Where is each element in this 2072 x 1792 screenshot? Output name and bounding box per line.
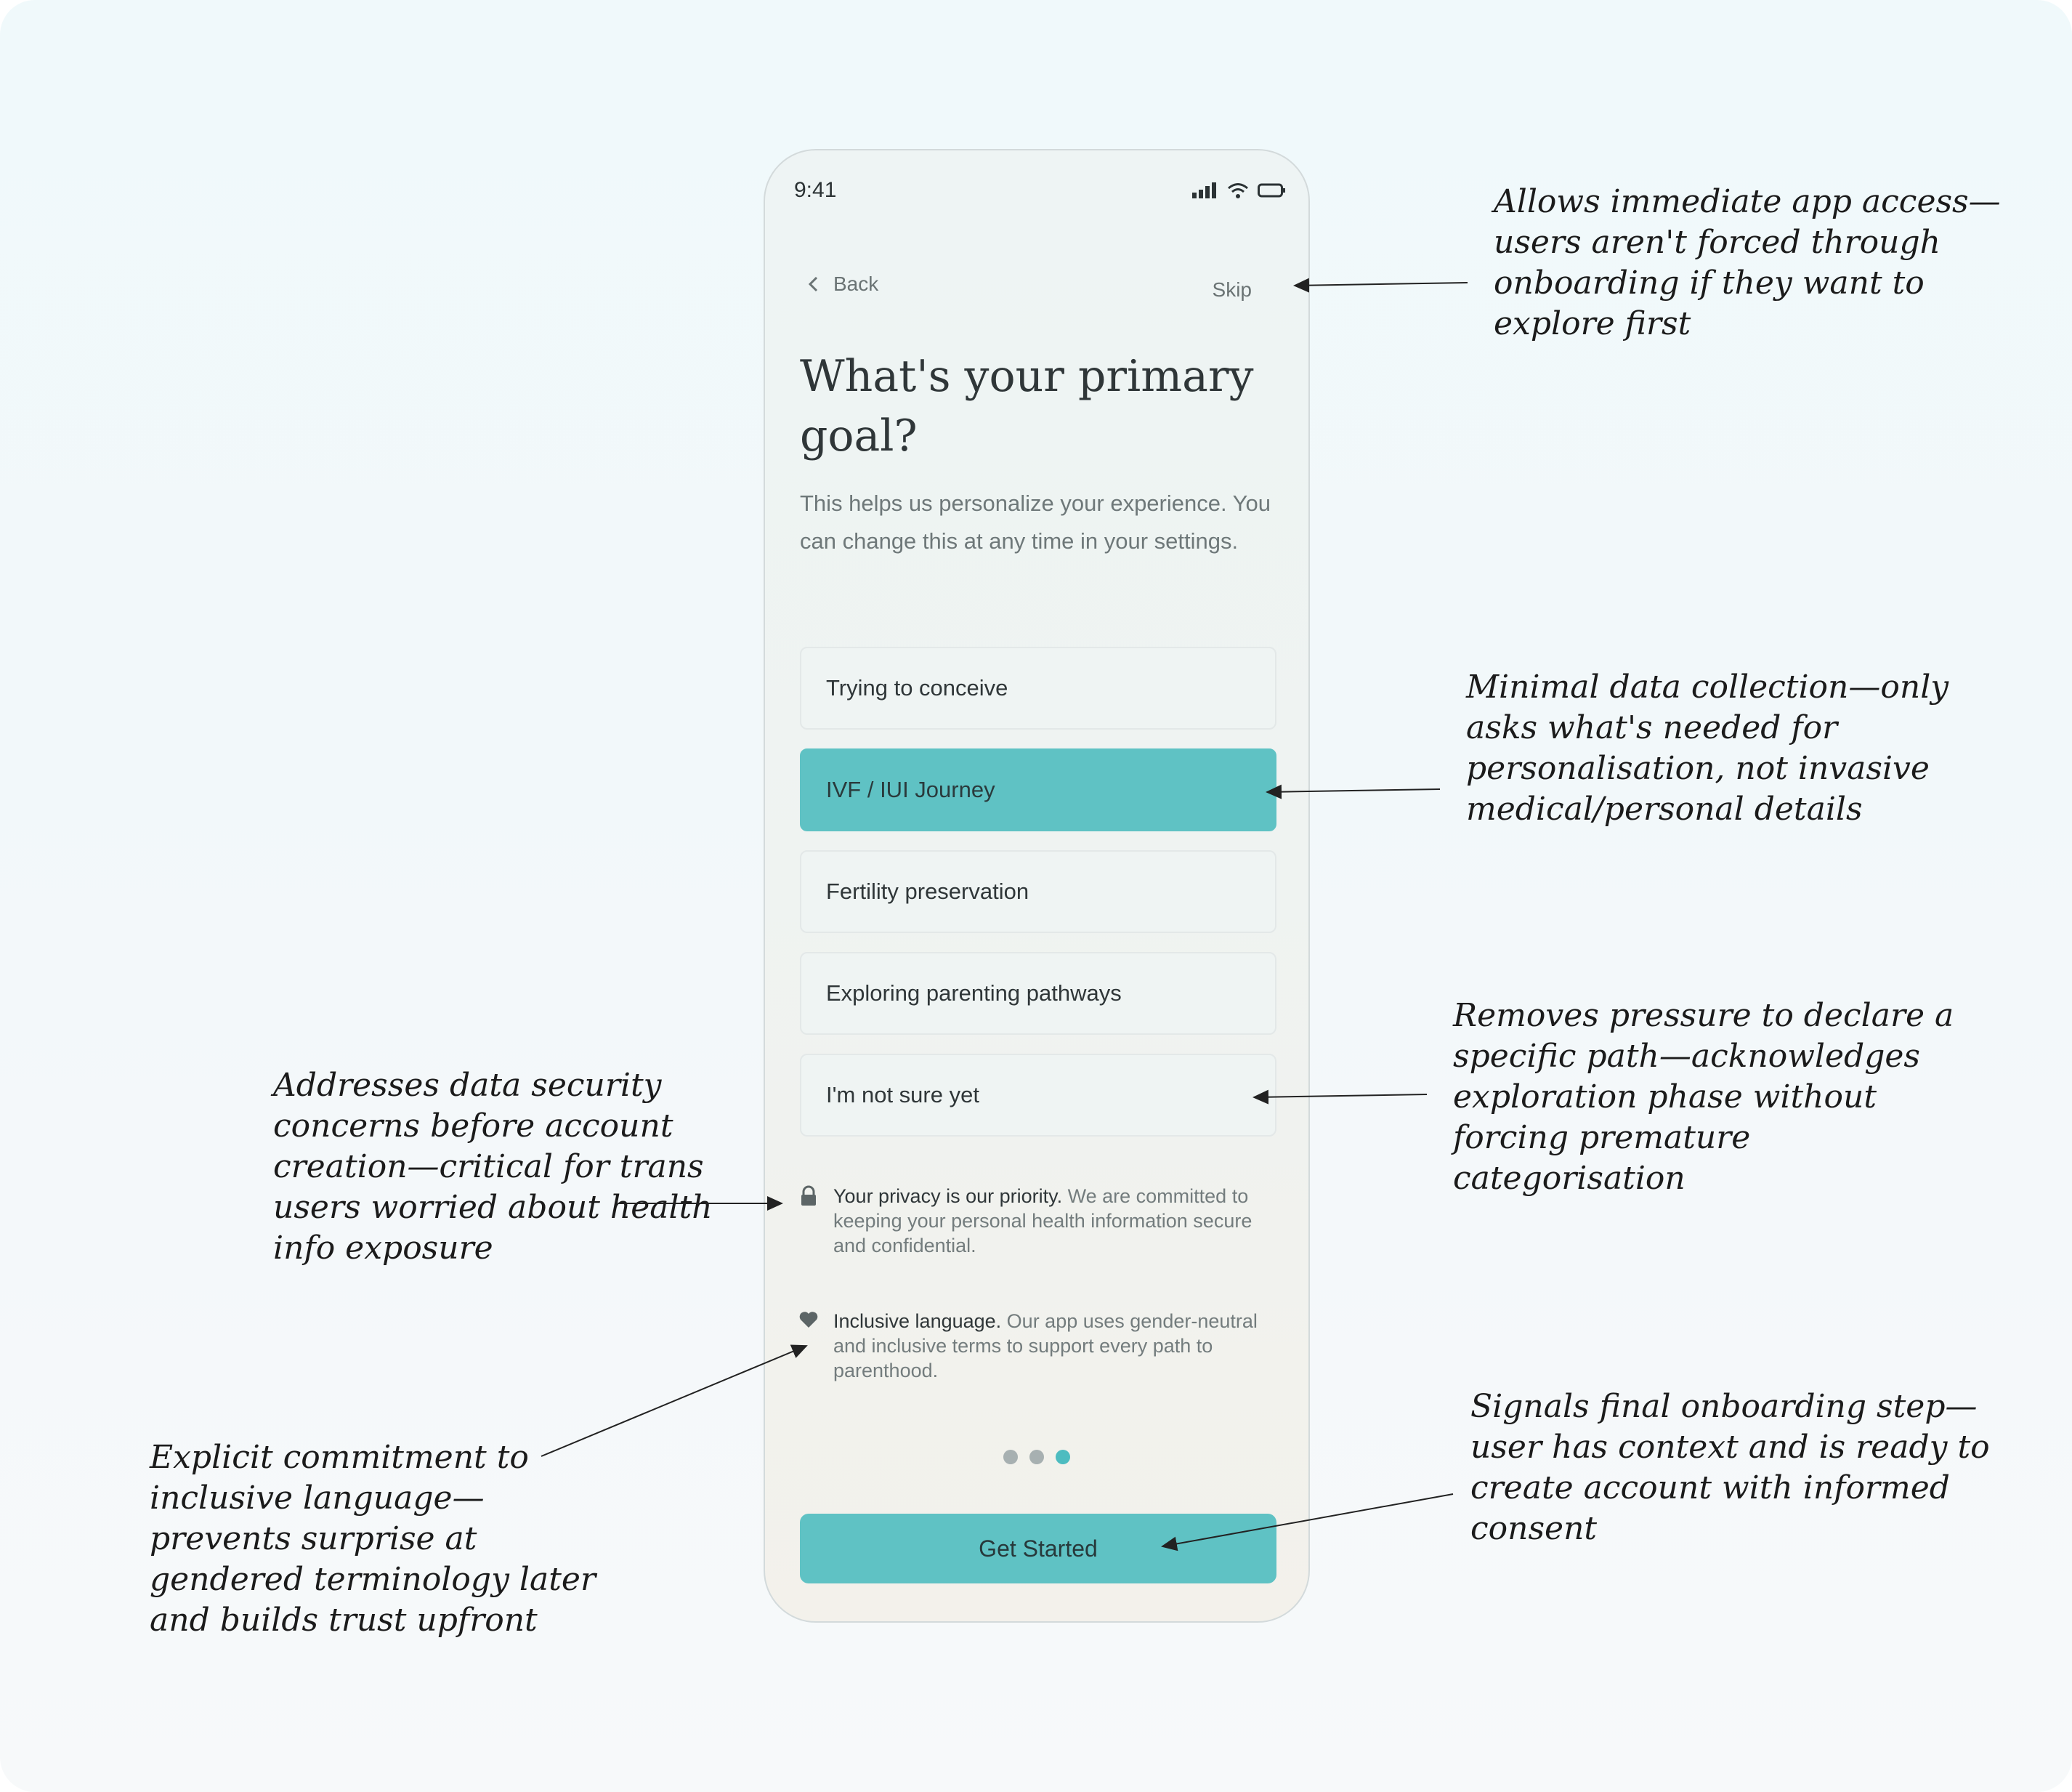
- back-label: Back: [833, 273, 879, 295]
- skip-button[interactable]: Skip: [1212, 278, 1252, 301]
- arrow-skip: [1295, 283, 1468, 286]
- inclusive-body: Our app uses gender-neutral and inclusive terms to support every path to parenthood.: [833, 1310, 1258, 1381]
- annotation-privacy: Addresses data security concerns before account creation—critical for trans users worried about health info exposure: [273, 1067, 713, 1267]
- arrow-selection: [1267, 789, 1440, 792]
- option-ivf-iui-journey[interactable]: IVF / IUI Journey: [800, 748, 1276, 831]
- page-title: What's your primary goal?: [800, 351, 1254, 461]
- inclusive-title: Inclusive language.: [833, 1310, 1002, 1332]
- get-started-button[interactable]: Get Started: [800, 1514, 1276, 1583]
- privacy-body: We are committed to keeping your personal health information secure and confidential.: [833, 1185, 1252, 1256]
- arrow-inclusive: [541, 1346, 806, 1456]
- privacy-title: Your privacy is our priority.: [833, 1185, 1063, 1207]
- annotation-not-sure: Removes pressure to declare a specific path—acknowledges exploration phase without forcing premature categorisation: [1453, 997, 1954, 1197]
- annotation-cta: Signals final onboarding step—user has context and is ready to create account with informed consent: [1470, 1388, 1990, 1547]
- annotation-inclusive: Explicit commitment to inclusive language—prevents surprise at gendered terminology later and builds trust upfront: [150, 1439, 596, 1639]
- option-trying-to-conceive[interactable]: Trying to conceive: [800, 647, 1276, 730]
- option-fertility-preservation[interactable]: Fertility preservation: [800, 850, 1276, 933]
- status-time: 9:41: [794, 178, 837, 202]
- annotation-selection: Minimal data collection—only asks what's needed for personalisation, not invasive medical/personal details: [1466, 669, 1949, 828]
- option-not-sure-yet[interactable]: I'm not sure yet: [800, 1054, 1276, 1137]
- annotation-skip: Allows immediate app access—users aren't forced through onboarding if they want to explore first: [1494, 183, 2001, 342]
- arrow-not-sure: [1254, 1094, 1427, 1097]
- page-subtitle: This helps us personalize your experience. You can change this at any time in your settings.: [800, 491, 1271, 554]
- arrow-cta: [1162, 1494, 1453, 1546]
- option-exploring-parenting-pathways[interactable]: Exploring parenting pathways: [800, 952, 1276, 1035]
